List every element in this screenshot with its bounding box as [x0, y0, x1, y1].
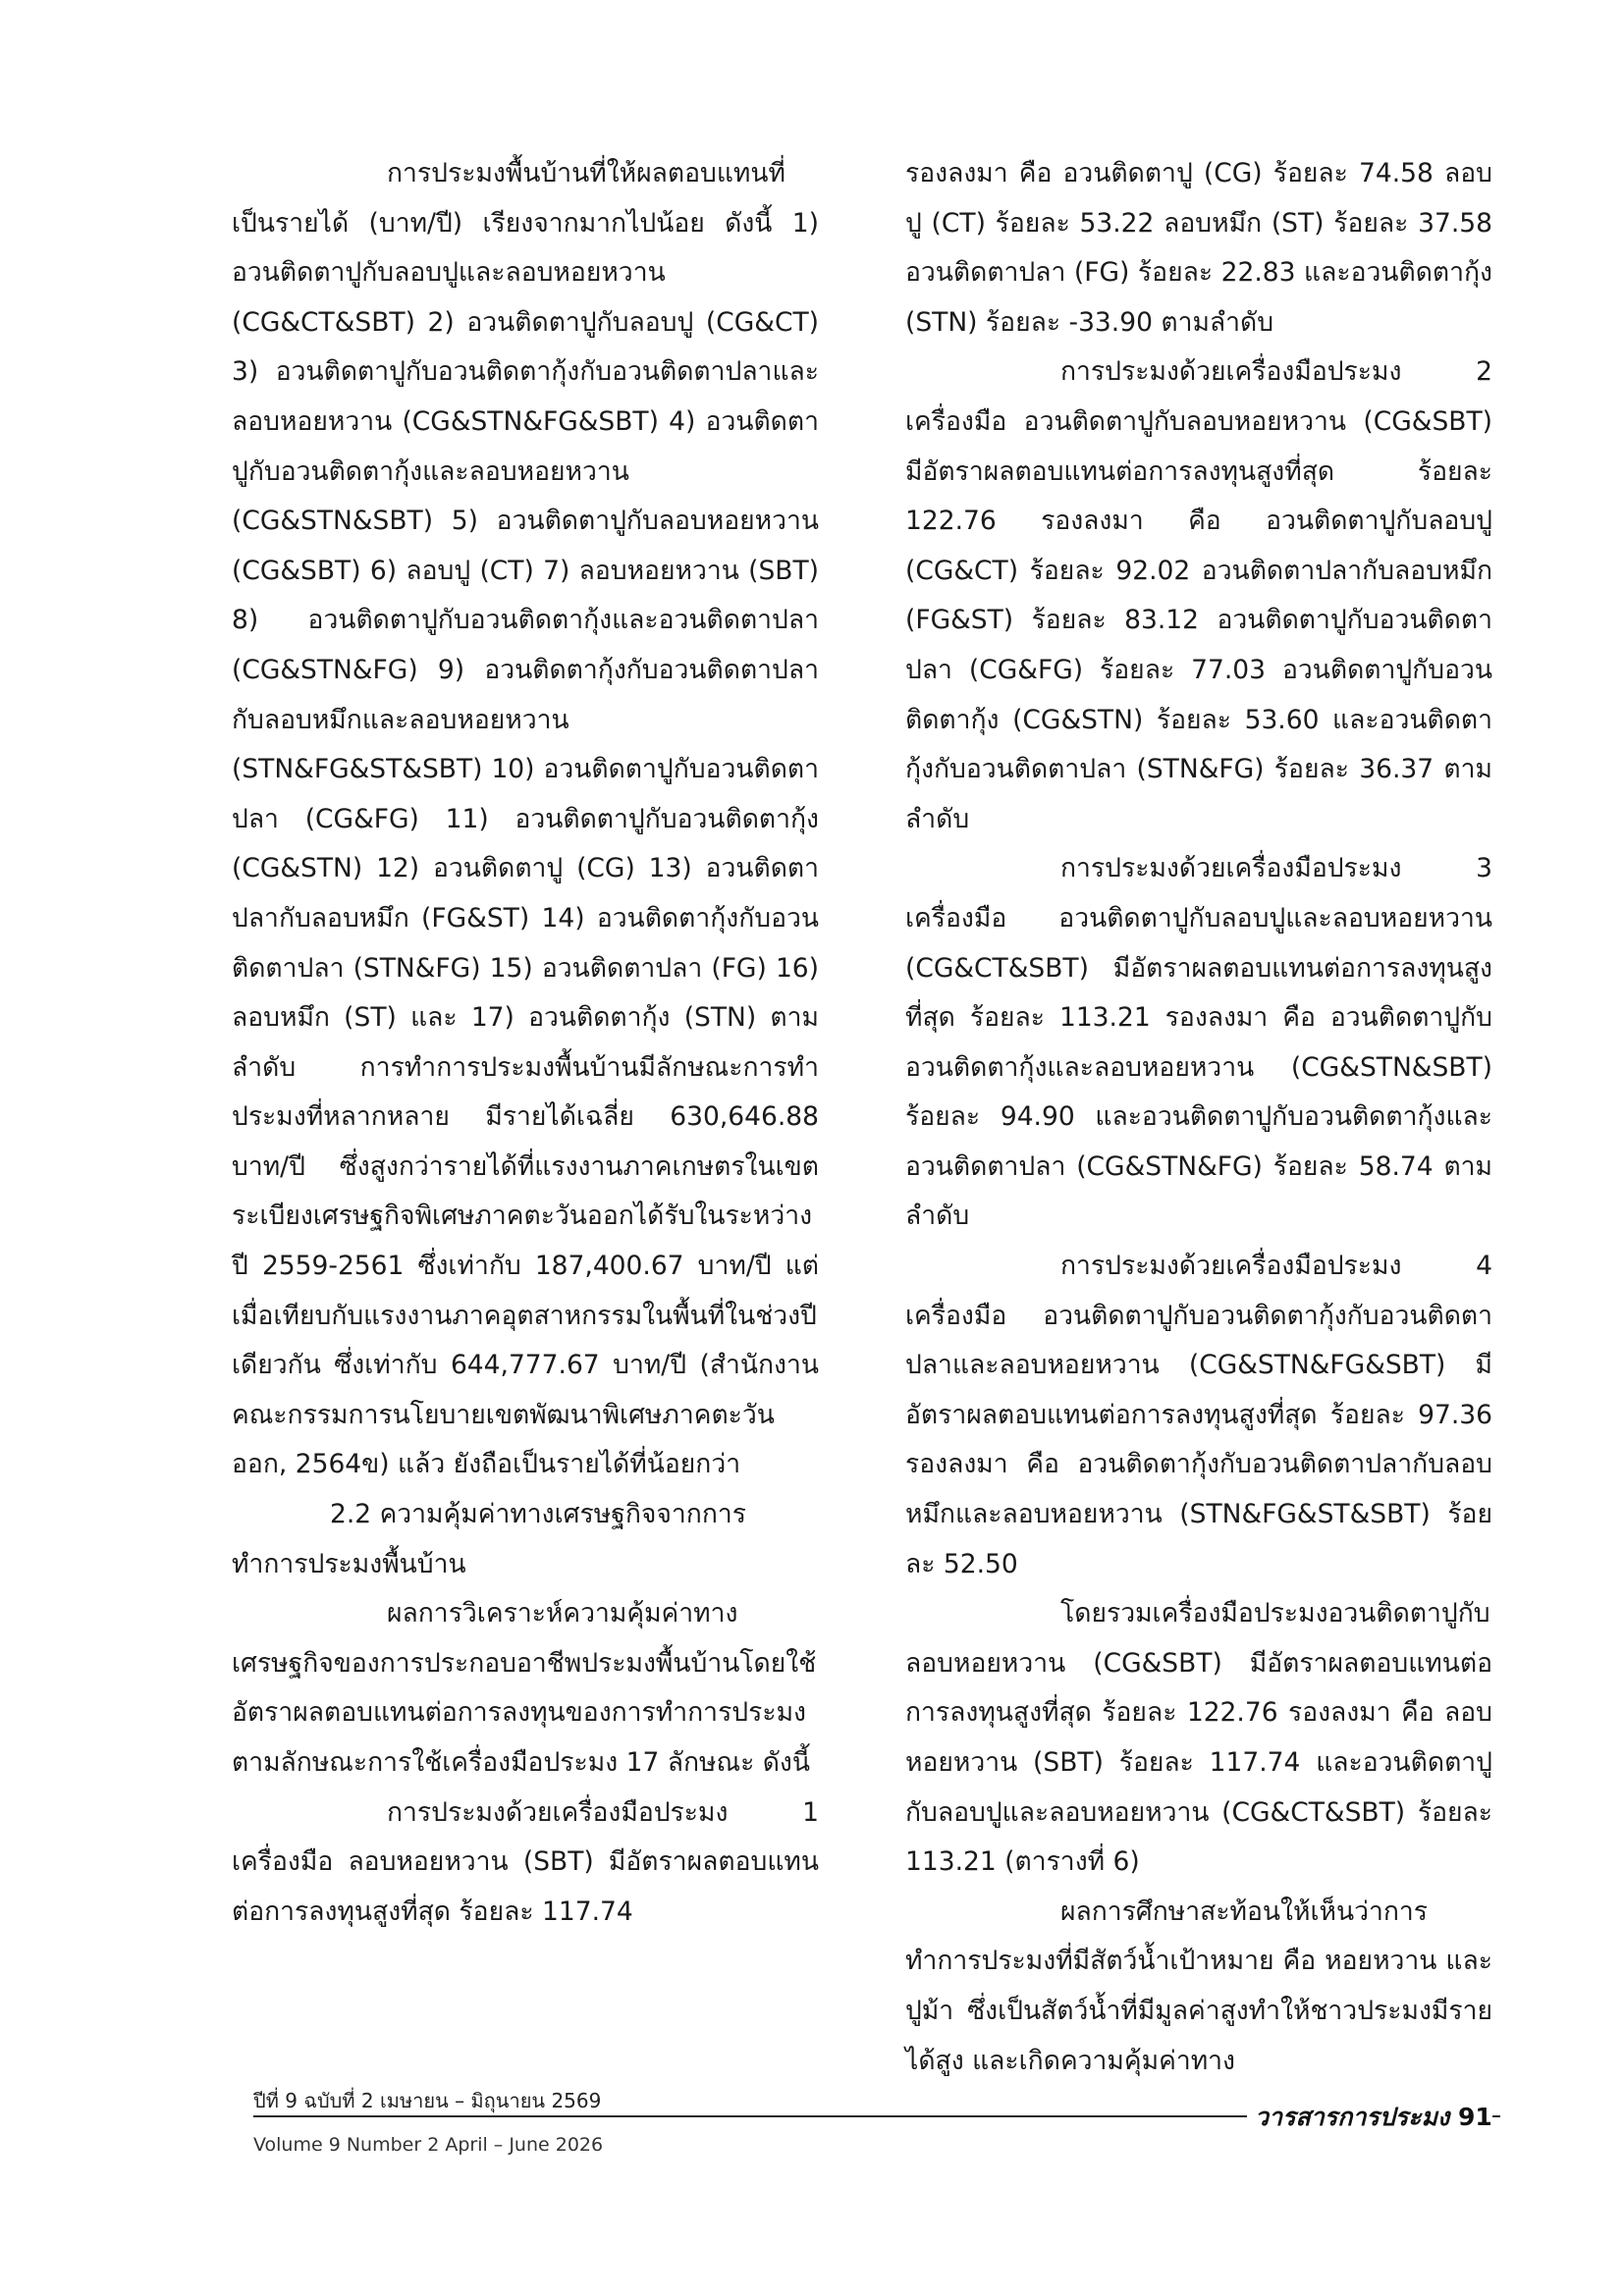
body-paragraph: การประมงด้วยเครื่องมือประมง 2 เครื่องมือ อวนติดตาปูกับลอบหอยหวาน (CG&SBT) มีอัตราผลตอบแทนต่อการลงทุนสูงที่สุด ร้อยละ 122.76 รองลงมา คือ อวนติดตาปูกับลอบปู (CG&CT) ร้อยละ 92.02 อวนติดตาปลากับลอบหมึก (FG&ST) ร้อยละ 83.12 อวนติดตาปูกับอวนติดตาปลา (CG&FG) ร้อยละ 77.03 อวนติดตาปูกับอวนติดตากุ้ง (CG&STN) ร้อยละ 53.60 และอวนติดตากุ้งกับอวนติดตาปลา (STN&FG) ร้อยละ 36.37 ตามลำดับ	[905, 356, 1492, 834]
page-number: 91	[1457, 2103, 1492, 2131]
body-paragraph: รองลงมา คือ อวนติดตาปู (CG) ร้อยละ 74.58 ลอบปู (CT) ร้อยละ 53.22 ลอบหมึก (ST) ร้อยละ 37.58 อวนติดตาปลา (FG) ร้อยละ 22.83 และอวนติดตากุ้ง (STN) ร้อยละ -33.90 ตามลำดับ	[905, 158, 1492, 338]
right-column	[905, 149, 1492, 2086]
section-heading: 2.2 ความคุ้มค่าทางเศรษฐกิจจากการทำการประมงพื้นบ้าน	[232, 1499, 746, 1579]
left-column	[232, 149, 819, 1937]
journal-name: วารสารการประมง	[1255, 2103, 1450, 2131]
body-paragraph: ผลการศึกษาสะท้อนให้เห็นว่าการทำการประมงที่มีสัตว์น้ำเป้าหมาย คือ หอยหวาน และ ปูม้า ซึ่งเป็นสัตว์น้ำที่มีมูลค่าสูงทำให้ชาวประมงมีรายได้สูง และเกิดความคุ้มค่าทาง	[905, 1896, 1492, 2076]
footer-issue-english: Volume 9 Number 2 April – June 2026	[253, 2134, 604, 2156]
body-paragraph: โดยรวมเครื่องมือประมงอวนติดตาปูกับลอบหอยหวาน (CG&SBT) มีอัตราผลตอบแทนต่อการลงทุนสูงที่สุด ร้อยละ 122.76 รองลงมา คือ ลอบหอยหวาน (SBT) ร้อยละ 117.74 และอวนติดตาปูกับลอบปูและลอบหอยหวาน (CG&CT&SBT) ร้อยละ 113.21 (ตารางที่ 6)	[905, 1598, 1492, 1878]
body-paragraph: การประมงพื้นบ้านที่ให้ผลตอบแทนที่เป็นรายได้ (บาท/ปี) เรียงจากมากไปน้อย ดังนี้ 1) อวนติดตาปูกับลอบปูและลอบหอยหวาน (CG&CT&SBT) 2) อวนติดตาปูกับลอบปู (CG&CT) 3) อวนติดตาปูกับอวนติดตากุ้งกับอวนติดตาปลาและลอบหอยหวาน (CG&STN&FG&SBT) 4) อวนติดตาปูกับอวนติดตากุ้งและลอบหอยหวาน (CG&STN&SBT) 5) อวนติดตาปูกับลอบหอยหวาน (CG&SBT) 6) ลอบปู (CT) 7) ลอบหอยหวาน (SBT) 8) อวนติดตาปูกับอวนติดตากุ้งและอวนติดตาปลา (CG&STN&FG) 9) อวนติดตากุ้งกับอวนติดตาปลากับลอบหมึกและลอบหอยหวาน (STN&FG&ST&SBT) 10) อวนติดตาปูกับอวนติดตาปลา (CG&FG) 11) อวนติดตาปูกับอวนติดตากุ้ง (CG&STN) 12) อวนติดตาปู (CG) 13) อวนติดตาปลากับลอบหมึก (FG&ST) 14) อวนติดตากุ้งกับอวนติดตาปลา (STN&FG) 15) อวนติดตาปลา (FG) 16) ลอบหมึก (ST) และ 17) อวนติดตากุ้ง (STN) ตามลำดับ การทำการประมงพื้นบ้านมีลักษณะการทำประมงที่หลากหลาย มีรายได้เฉลี่ย 630,646.88 บาท/ปี ซึ่งสูงกว่ารายได้ที่แรงงานภาคเกษตรในเขตระเบียงเศรษฐกิจพิเศษภาคตะวันออกได้รับในระหว่างปี 2559-2561 ซึ่งเท่ากับ 187,400.67 บาท/ปี แต่เมื่อเทียบกับแรงงานภาคอุตสาหกรรมในพื้นที่ในช่วงปีเดียวกัน ซึ่งเท่ากับ 644,777.67 บาท/ปี (สำนักงานคณะกรรมการนโยบายเขตพัฒนาพิเศษภาคตะวันออก, 2564ข) แล้ว ยังถือเป็นรายได้ที่น้อยกว่า	[232, 158, 819, 1480]
body-paragraph: การประมงด้วยเครื่องมือประมง 1 เครื่องมือ ลอบหอยหวาน (SBT) มีอัตราผลตอบแทนต่อการลงทุนสูงที่สุด ร้อยละ 117.74	[232, 1796, 819, 1927]
footer-issue-thai: ปีที่ 9 ฉบับที่ 2 เมษายน – มิถุนายน 2569	[253, 2089, 602, 2112]
body-paragraph: ผลการวิเคราะห์ความคุ้มค่าทางเศรษฐกิจของการประกอบอาชีพประมงพื้นบ้านโดยใช้อัตราผลตอบแทนต่อการลงทุนของการทำการประมงตามลักษณะการใช้เครื่องมือประมง 17 ลักษณะ ดังนี้	[232, 1598, 817, 1778]
journal-title-and-page	[1247, 2098, 1492, 2137]
body-paragraph: การประมงด้วยเครื่องมือประมง 4 เครื่องมือ อวนติดตาปูกับอวนติดตากุ้งกับอวนติดตาปลาและลอบหอยหวาน (CG&STN&FG&SBT) มีอัตราผลตอบแทนต่อการลงทุนสูงที่สุด ร้อยละ 97.36 รองลงมา คือ อวนติดตากุ้งกับอวนติดตาปลากับลอบหมึกและลอบหอยหวาน (STN&FG&ST&SBT) ร้อยละ 52.50	[905, 1251, 1492, 1579]
body-paragraph: การประมงด้วยเครื่องมือประมง 3 เครื่องมือ อวนติดตาปูกับลอบปูและลอบหอยหวาน (CG&CT&SBT) มีอัตราผลตอบแทนต่อการลงทุนสูงที่สุด ร้อยละ 113.21 รองลงมา คือ อวนติดตาปูกับอวนติดตากุ้งและลอบหอยหวาน (CG&STN&SBT) ร้อยละ 94.90 และอวนติดตาปูกับอวนติดตากุ้งและอวนติดตาปลา (CG&STN&FG) ร้อยละ 58.74 ตามลำดับ	[905, 853, 1492, 1232]
